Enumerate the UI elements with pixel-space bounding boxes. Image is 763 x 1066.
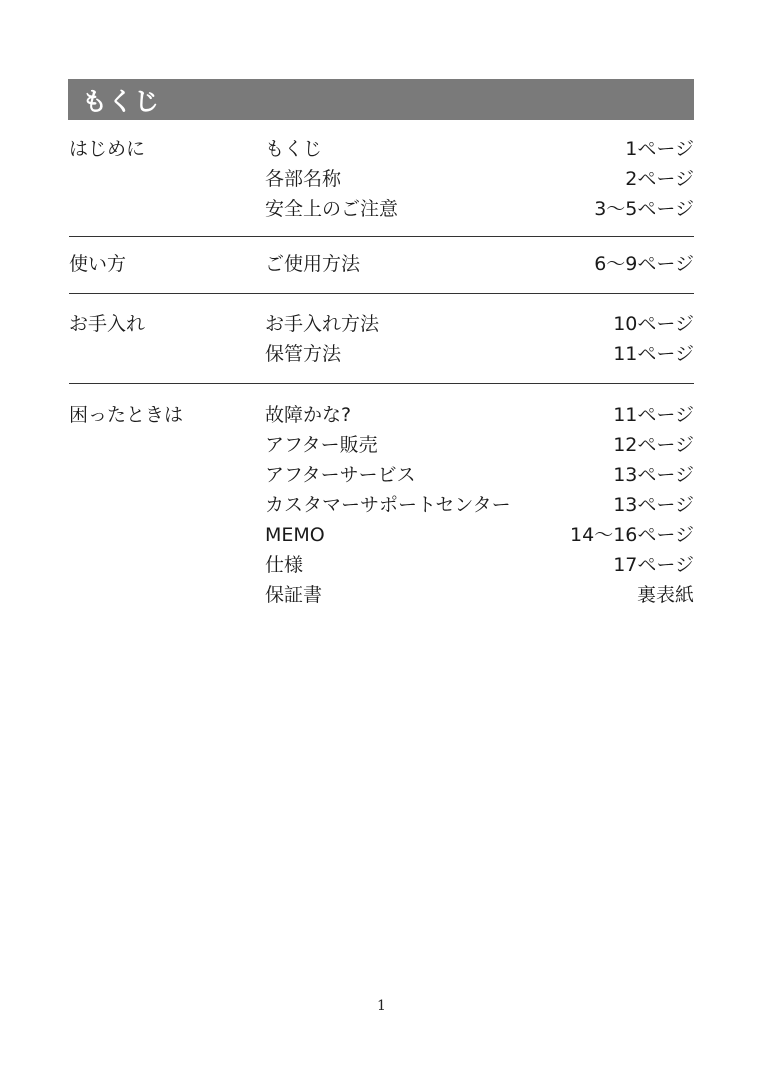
toc-item-label[interactable]: 保証書	[265, 584, 323, 606]
toc-item-label[interactable]: アフター販売	[265, 434, 378, 456]
toc-item-page: 14〜16ページ	[570, 524, 694, 546]
toc-item-page: 2ページ	[625, 168, 694, 190]
toc-row	[69, 309, 694, 339]
toc-item-page: 裏表紙	[636, 584, 694, 606]
page-number: 1	[377, 998, 386, 1014]
toc-row	[69, 249, 694, 279]
toc-row	[69, 164, 694, 194]
section-title: はじめに	[69, 138, 146, 160]
toc-item-label[interactable]: MEMO	[265, 524, 325, 546]
toc-item-label[interactable]: カスタマーサポートセンター	[265, 494, 511, 516]
toc-row	[69, 490, 694, 520]
toc-section-introduction	[69, 134, 694, 237]
toc-row	[69, 580, 694, 610]
toc-item-page: 1ページ	[625, 138, 694, 160]
toc-item-page: 13ページ	[613, 494, 694, 516]
toc-item-page: 13ページ	[613, 464, 694, 486]
toc-item-page: 12ページ	[613, 434, 694, 456]
toc-section-troubleshooting	[69, 384, 694, 610]
toc-item-page: 11ページ	[613, 404, 694, 426]
toc-row	[69, 430, 694, 460]
toc-item-page: 11ページ	[613, 343, 694, 365]
toc-row	[69, 134, 694, 164]
table-of-contents	[69, 134, 694, 610]
section-title: 困ったときは	[69, 404, 184, 426]
toc-row	[69, 400, 694, 430]
toc-item-label[interactable]: 故障かな?	[265, 404, 352, 426]
toc-section-usage	[69, 237, 694, 294]
toc-section-maintenance	[69, 294, 694, 384]
toc-item-page: 17ページ	[613, 554, 694, 576]
section-title: 使い方	[69, 253, 127, 275]
toc-item-page: 10ページ	[613, 313, 694, 335]
section-title: お手入れ	[69, 313, 146, 335]
toc-item-page: 3〜5ページ	[594, 198, 694, 220]
toc-item-page: 6〜9ページ	[594, 253, 694, 275]
toc-item-label[interactable]: 保管方法	[265, 343, 342, 365]
toc-row	[69, 339, 694, 369]
toc-item-label[interactable]: ご使用方法	[265, 253, 361, 275]
page-title: もくじ	[82, 86, 161, 116]
toc-item-label[interactable]: アフターサービス	[265, 464, 416, 486]
toc-item-label[interactable]: 各部名称	[265, 168, 342, 190]
toc-row	[69, 520, 694, 550]
toc-item-label[interactable]: 安全上のご注意	[265, 198, 399, 220]
toc-header-bar	[68, 79, 694, 120]
toc-item-label[interactable]: 仕様	[265, 554, 304, 576]
toc-item-label[interactable]: お手入れ方法	[265, 313, 380, 335]
toc-item-label[interactable]: もくじ	[265, 138, 323, 160]
toc-row	[69, 194, 694, 224]
toc-row	[69, 460, 694, 490]
toc-row	[69, 550, 694, 580]
